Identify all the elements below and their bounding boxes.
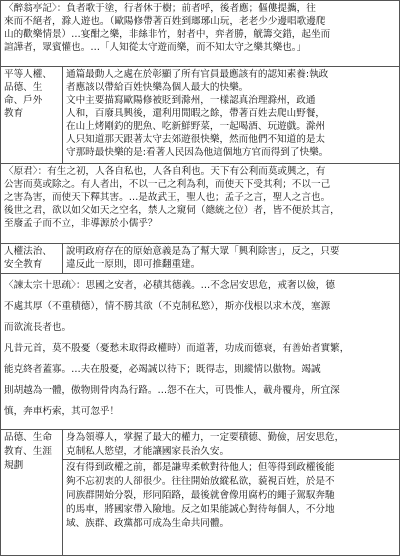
commentary-cell: 說明政府存在的原始意義是為了幫大眾「興利除害」，反之，只要 違反此一原則，即可推翻重建。	[66, 246, 340, 270]
commentary-yuanjun-row	[1, 244, 399, 274]
quote-yuanjun: 〈原君〉：有生之初，人各自私也，人各自利也。天下有公利而莫或興之，有 公害而莫或除之。有人者出，不以一己之利為利，而使天下受其利；不以一己 之害為害，而使天下釋其害。…是故武王，聖人也；孟子之言，聖人之言也。 後世之君，欲以如父如天之空名，禁人之窺伺（總統之位）者，皆不便於其言， 至廢孟子而不立，非導源於小儒乎？	[4, 166, 340, 229]
quote-jiantaizong: 〈諫太宗十思疏〉：思國之安者，必積其德義。…不念居安思危，戒奢以儉，德 不處其厚（不重積德），情不勝其欲（不克制私慾），斯亦伐根以求木茂，塞源 而欲流長者也。 凡昔元首，莫不殷憂（憂愁未取得政權時）而道著，功成而德衰，有善始者實繁， 能克終者蓋寡。…夫在殷憂，必竭誠以待下；既得志，則縱情以傲物。竭誠 則胡越為一體，傲物則骨肉為行路。…怨不在大，可畏惟人，載舟覆舟，所宜深 慎，奔車朽索，其可忽乎！	[4, 280, 350, 417]
topic-cell: 品德、生命 教育、生涯 規劃	[1, 430, 63, 555]
commentary-zuiweng-row	[1, 67, 399, 164]
commentary-cell: 通篇最動人之處在於彰顯了所有官員最應該有的認知素養:執政 者應該以帶給百姓快樂為個人最大的快樂。 文中主要描寫歐陽修被貶到滁州，一樣認真治理滁州，政通 人和，百廢具興後，還利用閒暇之餘，帶著百姓去爬山野餐， 在山上烤剛釣的肥魚、吃新鮮野菜，一起喝酒、玩遊戲。滁州 人只知道那天跟著太守去郊遊很快樂，然而他們不知道的是太 守那時最快樂的是:看著人民因為他這個地方官而得到了快樂。	[66, 69, 329, 158]
quote-zuiweng-row	[1, 1, 399, 67]
commentary-cell: 身為領導人，掌握了最大的權力，一定要積德、勤儉，居安思危， 克制私人慾望，才能讓國家長治久安。 沒有得到政權之前，都是謙卑柔軟對待他人；但等得到政權後能 夠不忘初衷的人卻很少。往往開始放縱私欲，藐視百姓，於是不 同族群開始分裂，形同陌路，最後就會像用腐朽的繩子駕馭奔馳 的馬車，將國家帶入險地。反之如果能誠心對待每個人，不分地 域、族群、政黨都可成為生命共同體。	[63, 430, 399, 531]
commentary-jiantaizong-row	[1, 430, 399, 555]
topic-cell: 平等人權、 品德、生 命、戶外 教育	[1, 67, 63, 163]
quote-yuanjun-row	[1, 164, 399, 244]
topic-cell: 人權法治、 安全教育	[1, 244, 63, 273]
inner-divider	[63, 459, 399, 460]
quote-zuiweng: 〈醉翁亭記〉：負者歌于塗，行者休于樹；前者呼，後者應；傴僂提攜，往 來而不絕者，滁人遊也。（歐陽修帶著百姓到瑯琊山玩，老老少少邊唱歌邊爬 山的歡樂情景）…宴酣之樂，非絲非竹，射者中，弈者勝，觥籌交錯，起坐而 諠譁者，眾賓懽也。…「人知從太守遊而樂，而不知太守之樂其樂也。」	[4, 3, 331, 53]
quote-jiantaizong-row	[1, 274, 399, 430]
